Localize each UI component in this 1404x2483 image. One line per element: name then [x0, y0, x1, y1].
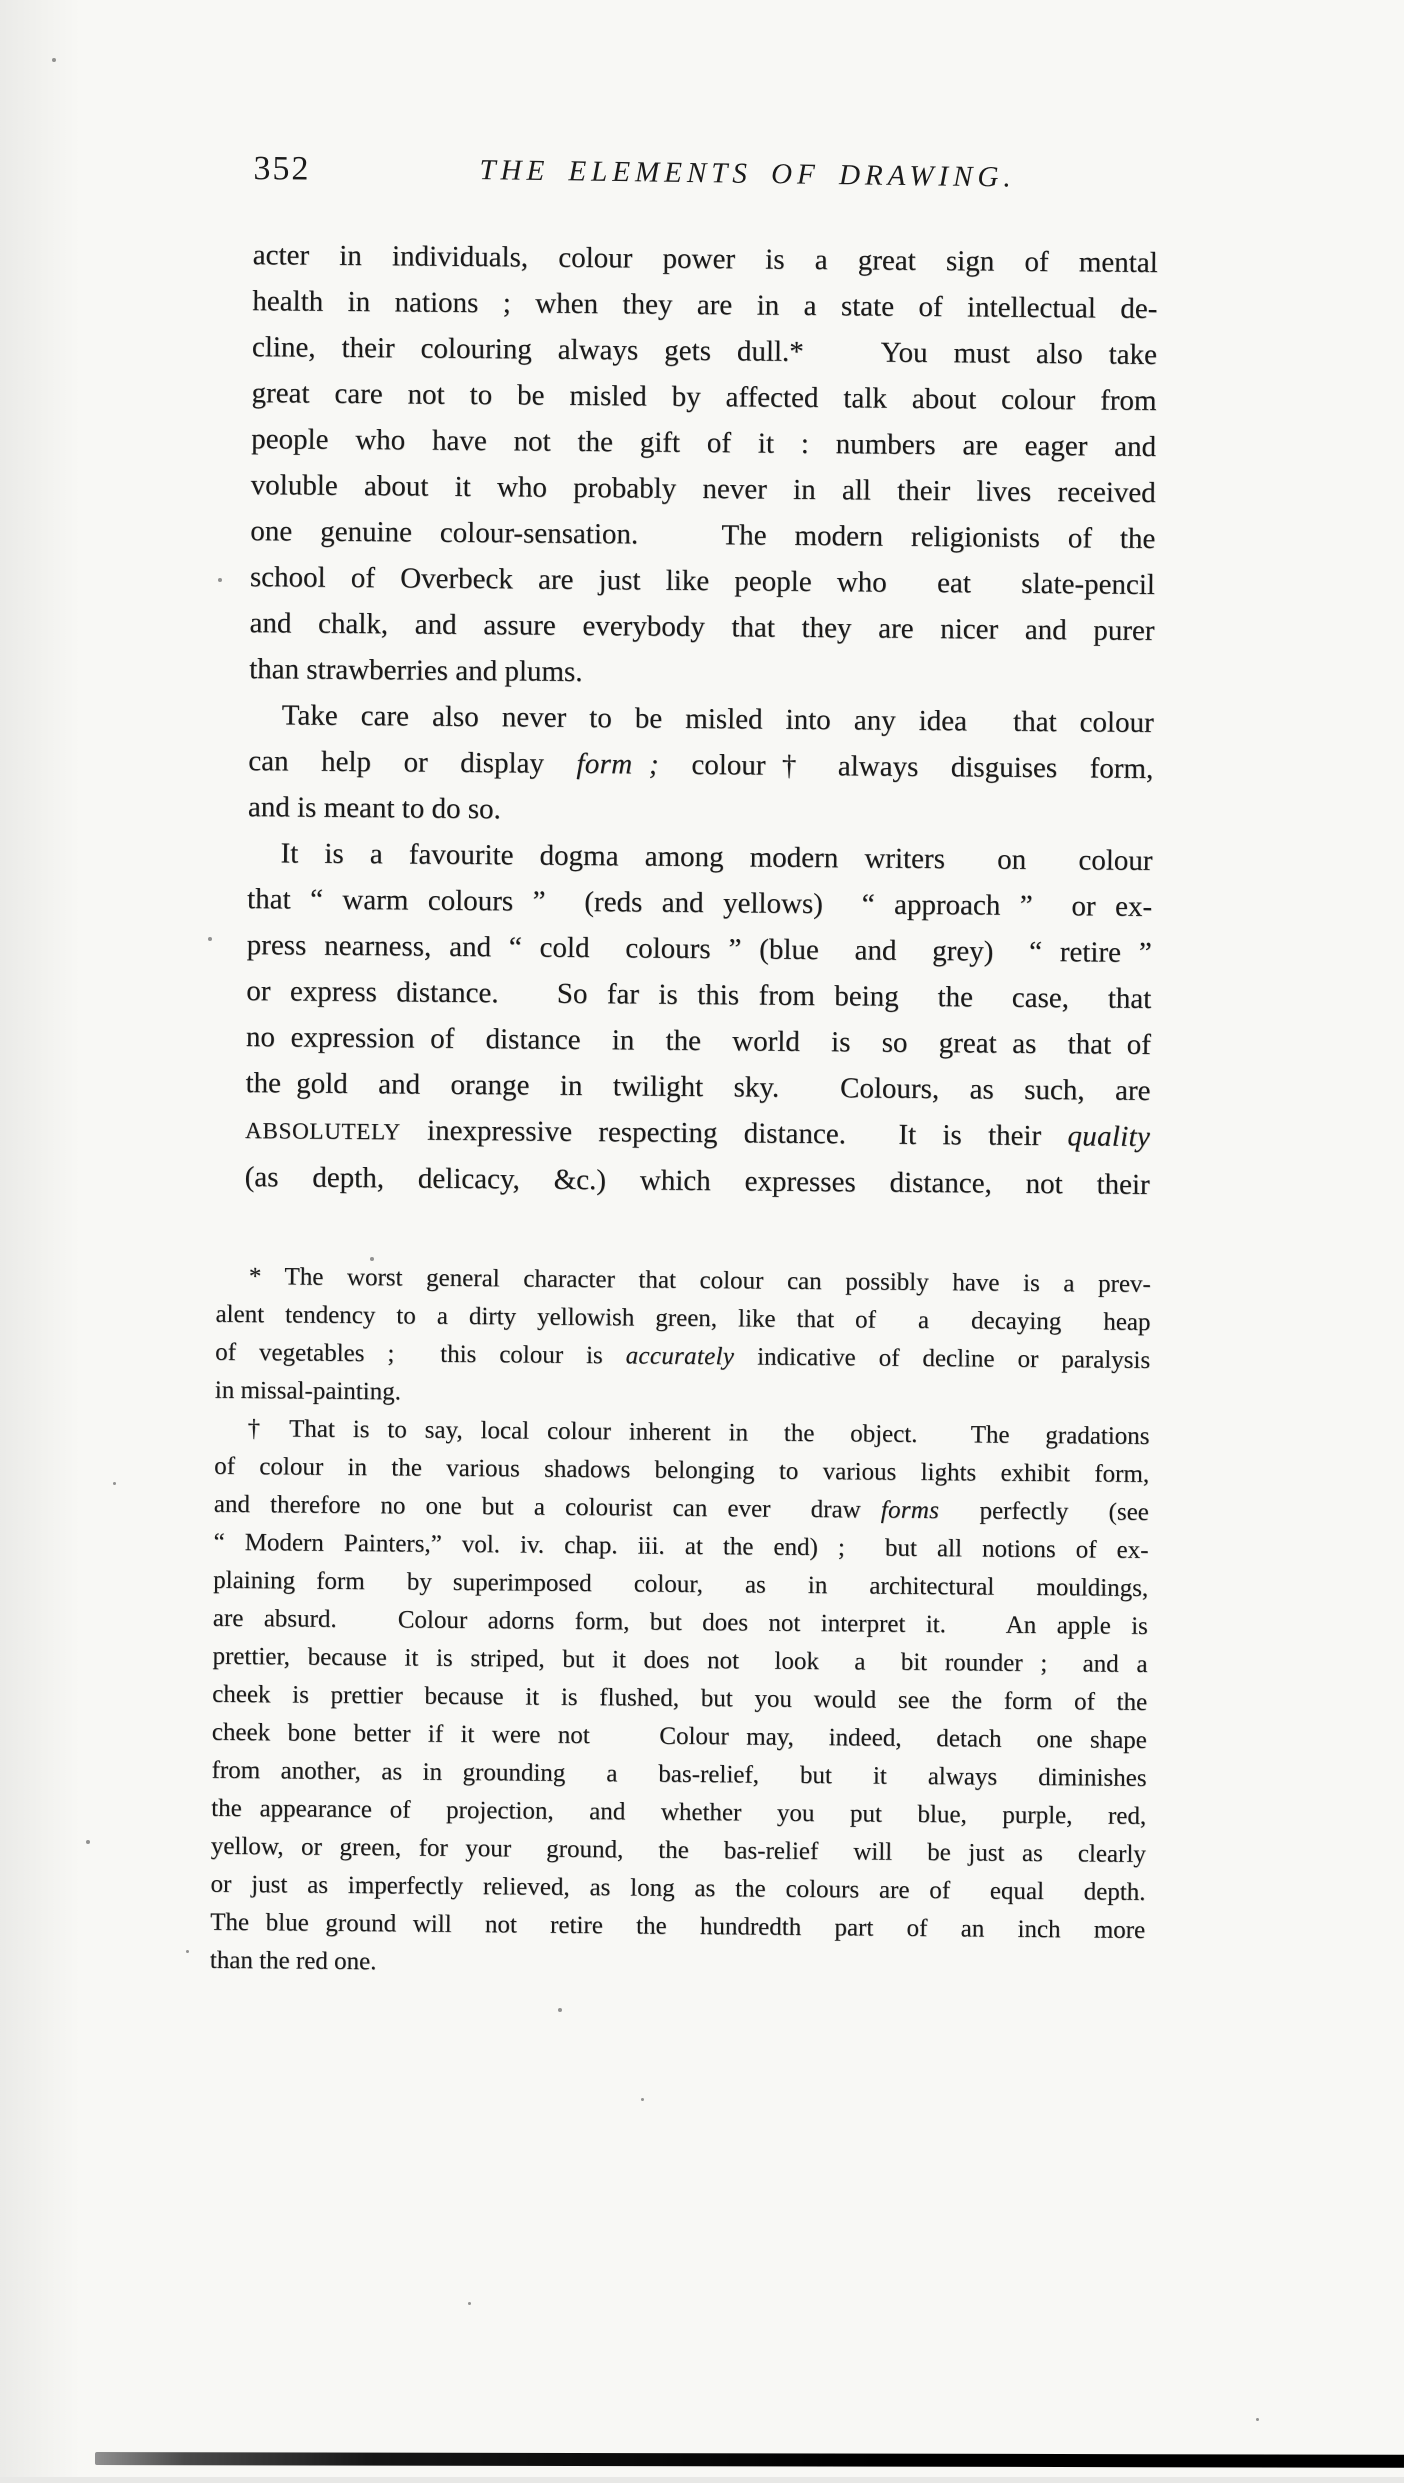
scan-speck — [186, 1950, 189, 1953]
footnote-line: alent tendency to a dirty yellowish green, like that of a decaying heap — [215, 1300, 1151, 1336]
scan-speck — [1256, 2418, 1259, 2421]
footnote-line: † That is to say, local colour inherent in the object. The gradations — [247, 1415, 1150, 1450]
footnote-line: “ Modern Painters,” vol. iv. chap. iii. at the end) ; but all notions of ex- — [213, 1528, 1149, 1564]
body-text-line: ABSOLUTELY inexpressive respecting distance. It is their quality — [244, 1114, 1151, 1153]
body-text-line: (as depth, delicacy, &c.) which expresses distance, not their — [244, 1161, 1150, 1201]
body-text-line: and chalk, and assure everybody that they are nicer and purer — [249, 607, 1155, 647]
footnote-line: cheek is prettier because it is flushed, but you would see the form of the — [212, 1680, 1148, 1716]
body-text-line: voluble about it who probably never in all their lives received — [250, 469, 1156, 509]
scan-speck — [86, 1840, 90, 1844]
footnote-line: of colour in the various shadows belonging to various lights exhibit form, — [214, 1452, 1150, 1488]
footnote-line: in missal-painting. — [214, 1376, 402, 1406]
footnote-line: plaining form by superimposed colour, as in architectural mouldings, — [213, 1566, 1149, 1602]
body-text-line: Take care also never to be misled into any idea that colour — [281, 699, 1154, 739]
footnote-line: * The worst general character that colour can possibly have is a prev- — [248, 1263, 1151, 1298]
footnote-line: the appearance of projection, and whether you put blue, purple, red, — [211, 1794, 1147, 1830]
main-text — [245, 232, 1158, 1208]
footnote-line: from another, as in grounding a bas-relief, but it always diminishes — [211, 1756, 1147, 1792]
scan-speck — [52, 58, 56, 62]
scan-speck — [558, 2008, 562, 2012]
body-text-line: than strawberries and plums. — [249, 653, 583, 688]
body-text-line: and is meant to do so. — [247, 791, 501, 826]
scan-speck — [208, 937, 212, 941]
footnote-line: or just as imperfectly relieved, as long as the colours are of equal depth. — [210, 1870, 1146, 1906]
scan-speck — [218, 578, 222, 582]
body-text-line: people who have not the gift of it : numbers are eager and — [251, 423, 1157, 463]
footnote-line: yellow, or green, for your ground, the bas-relief will be just as clearly — [210, 1832, 1146, 1868]
body-text-line: It is a favourite dogma among modern writers on colour — [280, 837, 1153, 877]
body-text-line: that “ warm colours ” (reds and yellows) “ approach ” or ex- — [246, 883, 1153, 923]
body-text-line: no expression of distance in the world is so great as that of — [245, 1021, 1152, 1061]
scan-bottom-edge-bar — [95, 2452, 1404, 2468]
footnotes — [210, 1258, 1151, 1988]
body-text-line: great care not to be misled by affected talk about colour from — [251, 377, 1157, 417]
running-title: THE ELEMENTS OF DRAWING. — [479, 154, 1016, 194]
footnote-line: The blue ground will not retire the hundredth part of an inch more — [210, 1908, 1146, 1944]
body-text-line: health in nations ; when they are in a state of intellectual de- — [252, 285, 1158, 325]
page-number: 352 — [253, 150, 311, 188]
body-text-line: cline, their colouring always gets dull.* You must also take — [251, 331, 1158, 371]
body-text-line: can help or display form ; colour † always disguises form, — [248, 745, 1154, 785]
body-text-line: press nearness, and “ cold colours ” (blue and grey) “ retire ” — [246, 929, 1152, 969]
footnote-line: of vegetables ; this colour is accurately indicative of decline or paralysis — [215, 1338, 1151, 1374]
body-text-line: one genuine colour-sensation. The modern religionists of the — [250, 515, 1156, 555]
scan-speck — [468, 2302, 471, 2305]
body-text-line: or express distance. So far is this from being the case, that — [246, 975, 1152, 1015]
body-text-line: acter in individuals, colour power is a great sign of mental — [252, 239, 1158, 279]
footnote-line: than the red one. — [209, 1946, 377, 1976]
body-text-line: the gold and orange in twilight sky. Colours, as such, are — [245, 1067, 1151, 1107]
footnote-line: and therefore no one but a colourist can ever draw forms perfectly (see — [213, 1490, 1149, 1526]
scan-speck — [113, 1482, 116, 1485]
scan-speck — [641, 2098, 644, 2101]
footnote-line: prettier, because it is striped, but it does not look a bit rounder ; and a — [212, 1642, 1148, 1678]
page-header — [253, 146, 1158, 204]
footnote-line: are absurd. Colour adorns form, but does not interpret it. An apple is — [212, 1604, 1148, 1640]
scan-speck — [370, 1257, 374, 1261]
footnote-line: cheek bone better if it were not Colour may, indeed, detach one shape — [211, 1718, 1147, 1754]
body-text-line: school of Overbeck are just like people who eat slate-pencil — [249, 561, 1156, 601]
